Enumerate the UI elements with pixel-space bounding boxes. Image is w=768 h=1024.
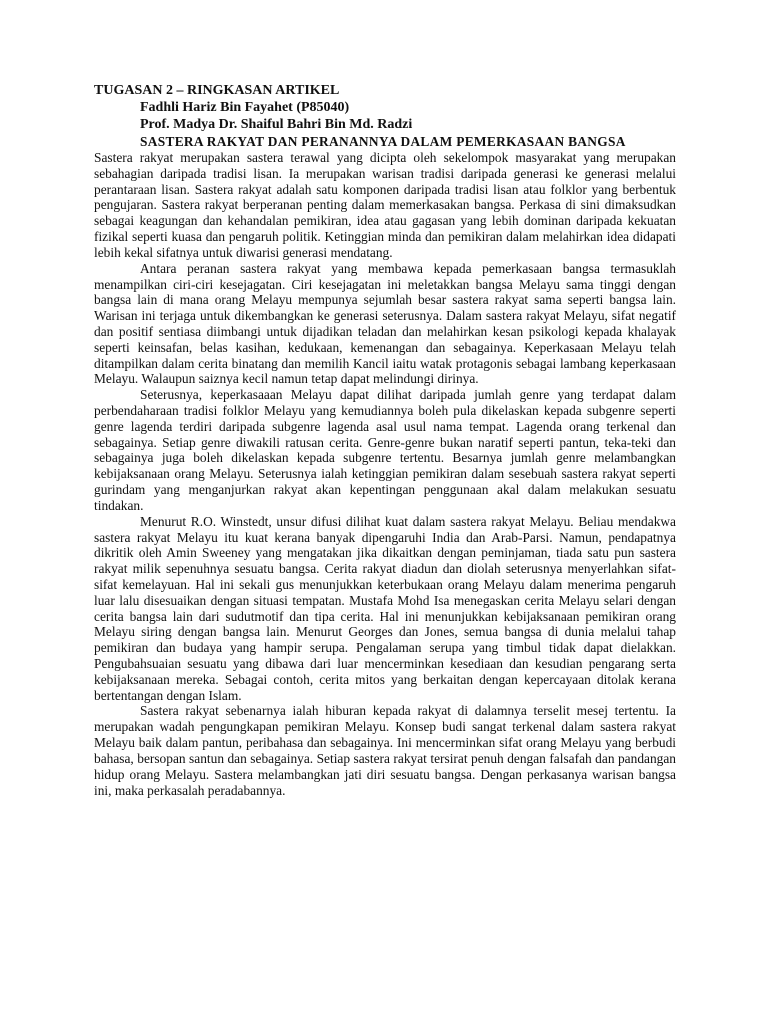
- student-name: Fadhli Hariz Bin Fayahet (P85040): [140, 100, 350, 115]
- paragraph-2: Antara peranan sastera rakyat yang membawa kepada pemerkasaan bangsa termasuklah menampilkan ciri-ciri kesejagatan. Ciri kesejagatan ini meletakkan bangsa Melayu sama tinggi dengan bangsa lain di mana orang Melayu mempunya sejumlah besar sastera rakyat sama seperti bangsa lain. Warisan ini terjaga untuk dikembangkan ke generasi seterusnya. Dalam sastera rakyat Melayu, sifat negatif dan positif sentiasa diimbangi untuk dijadikan teladan dan melahirkan kesan psikologi kepada khalayak seperti keinsafan, belas kasihan, kedukaan, kemenangan dan sebagainya. Keperkasaan Melayu telah ditampilkan dalam cerita binatang dan memilih Kancil iaitu watak protagonis sebagai lambang keperkasaan Melayu. Walaupun saiznya kecil namun tetap dapat melindungi dirinya.: [94, 260, 676, 387]
- paragraph-1: Sastera rakyat merupakan sastera terawal yang dicipta oleh sekelompok masyarakat yang merupakan sebahagian daripada tradisi lisan. Ia merupakan warisan tradisi daripada generasi ke generasi melalui perantaraan lisan. Sastera rakyat adalah satu komponen daripada tradisi lisan atau folklor yang berbentuk pengujaran. Sastera rakyat berperanan penting dalam memerkasakan bangsa. Perkasa di sini dimaksudkan sebagai keagungan dan kehandalan pemikiran, idea atau gagasan yang lebih dominan daripada kekuatan fizikal seperti kuasa dan pengaruh politik. Ketinggian minda dan pemikiran dalam melahirkan idea didapati lebih kekal sifatnya untuk diwarisi generasi mendatang.: [94, 150, 676, 260]
- article-title: SASTERA RAKYAT DAN PERANANNYA DALAM PEMERKASAAN BANGSA: [140, 134, 626, 149]
- lecturer-name: Prof. Madya Dr. Shaiful Bahri Bin Md. Radzi: [140, 117, 413, 132]
- paragraph-3: Seterusnya, keperkasaaan Melayu dapat dilihat daripada jumlah genre yang terdapat dalam perbendaharaan tradisi folklor Melayu yang kemudiannya boleh pula dikelaskan kepada subgenre seperti genre lagenda terdiri daripada subgenre lagenda asal usul nama tempat. Lagenda orang terkenal dan sebagainya. Setiap genre diwakili ratusan cerita. Genre-genre bukan naratif seperti pantun, teka-teki dan sebagainya juga boleh dikelaskan kepada subgenre tertentu. Besarnya jumlah genre melambangkan kebijaksanaan orang Melayu. Seterusnya ialah ketinggian pemikiran dalam sesebuah sastera rakyat seperti gurindam yang menganjurkan rakyat akan kepentingan penggunaan akal dalam melakukan sesuatu tindakan.: [94, 387, 676, 513]
- assignment-heading: TUGASAN 2 – RINGKASAN ARTIKEL: [94, 83, 340, 98]
- paragraph-5: Sastera rakyat sebenarnya ialah hiburan kepada rakyat di dalamnya terselit mesej tertentu. Ia merupakan wadah pengungkapan pemikiran Melayu. Konsep budi sangat terkenal dalam sastera rakyat Melayu baik dalam pantun, peribahasa dan sebagainya. Ini mencerminkan sifat orang Melayu yang berbudi bahasa, bersopan santun dan sebagainya. Setiap sastera rakyat tersirat penuh dengan falsafah dan pandangan hidup orang Melayu. Sastera melambangkan jati diri sesuatu bangsa. Dengan perkasanya warisan bangsa ini, maka perkasalah peradabannya.: [94, 703, 676, 798]
- paragraph-4: Menurut R.O. Winstedt, unsur difusi dilihat kuat dalam sastera rakyat Melayu. Beliau mendakwa sastera rakyat Melayu itu kuat kerana banyak dipengaruhi India dan Arab-Parsi. Namun, pendapatnya dikritik oleh Amin Sweeney yang mengatakan jika dikaitkan dengan peminjaman, tiada satu pun sastera rakyat milik sepenuhnya sesuatu bangsa. Cerita rakyat diadun dan diolah seterusnya menyerlahkan sifat-sifat kemelayuan. Hal ini sekali gus menunjukkan keterbukaan orang Melayu dalam menerima pengaruh luar lalu disesuaikan dengan situasi tempatan. Mustafa Mohd Isa menegaskan cerita Melayu selari dengan cerita bangsa lain dari sudutmotif dan tipa cerita. Hal ini menunjukkan kebijaksanaan pemikiran orang Melayu siring dengan bangsa lain. Menurut Georges dan Jones, semua bangsa di dunia melalui tahap pemikiran dan budaya yang hampir serupa. Pengalaman serupa yang timbul tidak dapat dielakkan. Pengubahsuaian sesuatu yang dibawa dari luar mencerminkan kesediaan dan kesudian pengarang serta kebijaksanaan mereka. Sebagai contoh, cerita mitos yang berkaitan dengan kepercayaan ditolak kerana bertentangan dengan Islam.: [94, 513, 676, 703]
